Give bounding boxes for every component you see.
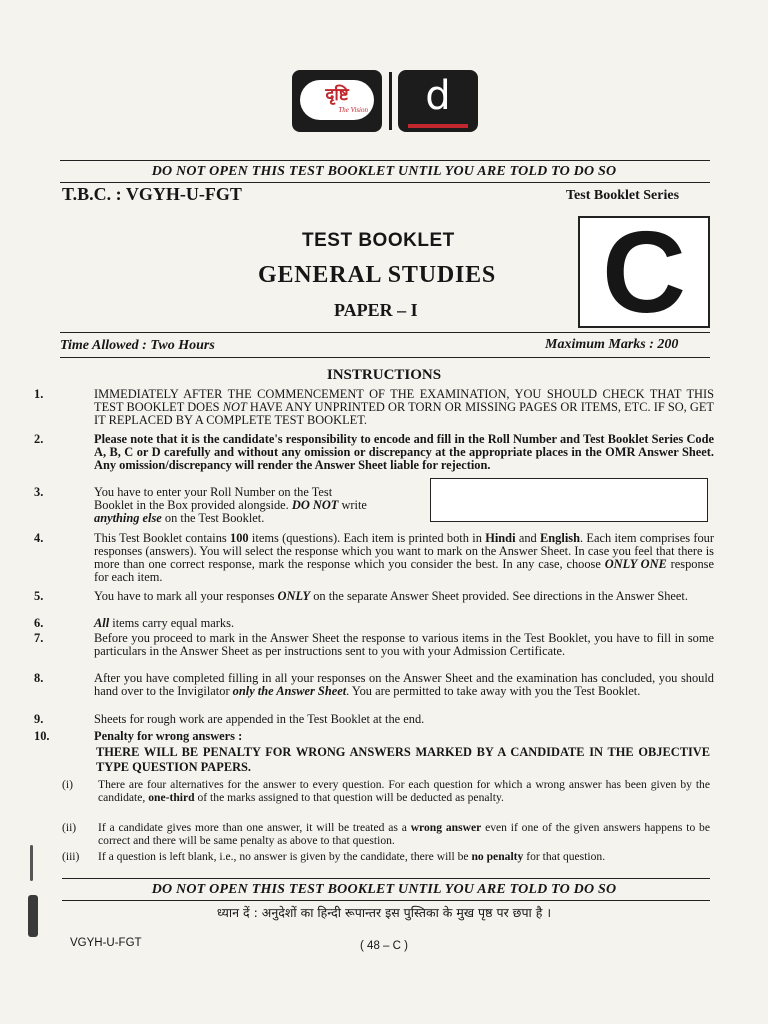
maximum-marks: Maximum Marks : 200: [545, 337, 679, 352]
instruction-number: 7.: [34, 631, 44, 645]
penalty-text: [98, 850, 710, 863]
text-run: Please note that it is the candidate's responsibility to encode and fill in the Roll Number and Test Booklet Series Code A, B, C or D carefully and without any omission or discrepancy at the appropriate places in the OMR Answer Sheet. Any omission/discrepancy will render the Answer Sheet liable for rejection.: [94, 432, 714, 472]
penalty-number: (ii): [62, 821, 77, 834]
divider: [60, 160, 710, 161]
text-run: Penalty for wrong answers :: [94, 729, 243, 743]
instruction-text: [94, 730, 714, 743]
penalty-text: [98, 821, 710, 847]
text-run: Hindi: [485, 531, 516, 545]
text-run: write: [338, 498, 367, 512]
scan-mark: [28, 895, 38, 937]
instruction-number: 3.: [34, 485, 44, 499]
text-run: on the Test Booklet.: [161, 511, 265, 525]
instruction-text: [94, 433, 714, 472]
scan-mark: [30, 845, 33, 881]
tbc-code: T.B.C. : VGYH-U-FGT: [62, 184, 242, 204]
text-run: You have to mark all your responses: [94, 589, 278, 603]
page-number: ( 48 – C ): [360, 940, 408, 952]
instruction-text: [94, 590, 714, 603]
instruction-text: [94, 713, 714, 726]
series-code-box: [578, 207, 710, 337]
bottom-warning: DO NOT OPEN THIS TEST BOOKLET UNTIL YOU ARE TOLD TO DO SO: [151, 882, 617, 897]
text-run: Before you proceed to mark in the Answer Sheet the response to various items in the Test Booklet, you have to fill in some particulars in the Answer Sheet as per instructions sent to you with your Admission Certificate.: [94, 631, 714, 658]
text-run: This Test Booklet contains: [94, 531, 231, 545]
text-run: response for each item.: [94, 557, 714, 584]
drishti-logo: [292, 70, 478, 132]
text-run: All: [94, 616, 110, 630]
drishti-logo-mark: [292, 70, 382, 132]
text-run: NOT: [222, 400, 247, 414]
instruction-text: [94, 486, 374, 525]
text-run: . Each item comprises four responses (answers). You will select the response which you want to mark on the Answer Sheet. In case you feel that there is more than one correct response, mark the response which you consider the best. In any case, choose: [94, 531, 714, 571]
penalty-number: (i): [62, 778, 73, 791]
divider: [60, 182, 710, 183]
instructions-heading: INSTRUCTIONS: [326, 367, 442, 383]
instruction-number: 4.: [34, 531, 44, 545]
text-run: of the marks assigned to that question will be deducted as penalty.: [194, 791, 504, 804]
text-run: for that question.: [523, 850, 606, 863]
text-run: If a candidate gives more than one answer, it will be treated as a: [98, 821, 411, 834]
text-run: 100: [230, 531, 249, 545]
instruction-number: 9.: [34, 712, 44, 726]
series-label: Test Booklet Series: [566, 188, 680, 203]
text-run: After you have completed filling in all your responses on the Answer Sheet and the examination has concluded, you should hand over to the Invigilator: [94, 671, 714, 698]
top-warning: DO NOT OPEN THIS TEST BOOKLET UNTIL YOU ARE TOLD TO DO SO: [151, 164, 617, 179]
roll-number-box[interactable]: [430, 478, 708, 522]
text-run: wrong answer: [410, 821, 482, 834]
text-run: one-third: [148, 791, 195, 804]
text-run: . You are permitted to take away with you the Test Booklet.: [346, 684, 641, 698]
instruction-number: 5.: [34, 589, 44, 603]
text-run: IMMEDIATELY AFTER THE COMMENCEMENT OF THE EXAMINATION, YOU SHOULD CHECK THAT THIS TEST BOOKLET DOES: [94, 387, 714, 414]
instruction-text: [94, 672, 714, 698]
text-run: ONLY: [277, 589, 311, 603]
instruction-text: [94, 532, 714, 584]
logo-hindi-text: दृष्टि: [325, 85, 349, 105]
text-run: anything else: [94, 511, 162, 525]
instruction-number: 10.: [34, 729, 50, 743]
text-run: and: [515, 531, 541, 545]
text-run: items (questions). Each item is printed both in: [248, 531, 486, 545]
text-run: Sheets for rough work are appended in the Test Booklet at the end.: [94, 712, 425, 726]
penalty-heading: THERE WILL BE PENALTY FOR WRONG ANSWERS MARKED BY A CANDIDATE IN THE OBJECTIVE TYPE QUESTION PAPERS.: [96, 745, 710, 774]
text-run: You have to enter your Roll Number on the Test Booklet in the Box provided alongside.: [94, 485, 333, 512]
instruction-text: [94, 388, 714, 427]
penalty-number: (iii): [62, 850, 80, 863]
series-letter: C: [602, 207, 686, 337]
text-run: even if one of the given answers happens to be correct and there will be same penalty as above to that question.: [98, 821, 710, 847]
text-run: ONLY ONE: [604, 557, 667, 571]
logo-letter: d: [425, 73, 451, 119]
d-logo-icon: [398, 70, 478, 132]
instruction-number: 6.: [34, 616, 44, 630]
divider: [60, 357, 710, 358]
text-run: DO NOT: [291, 498, 339, 512]
instruction-text: [94, 617, 714, 630]
instruction-text: [94, 632, 714, 658]
time-allowed: Time Allowed : Two Hours: [60, 338, 215, 353]
divider: [62, 900, 710, 901]
instruction-number: 1.: [34, 387, 44, 401]
text-run: There are four alternatives for the answer to every question. For each question for which a wrong answer has been given by the candidate,: [98, 778, 710, 804]
footer-code: VGYH-U-FGT: [70, 937, 142, 949]
divider: [60, 332, 710, 333]
instruction-number: 8.: [34, 671, 44, 685]
text-run: HAVE ANY UNPRINTED OR TORN OR MISSING PAGES OR ITEMS, ETC. IF SO, GET IT REPLACED BY A COMPLETE TEST BOOKLET.: [94, 400, 714, 427]
penalty-text: [98, 778, 710, 804]
text-run: English: [540, 531, 580, 545]
divider: [62, 878, 710, 879]
logo-tagline: The Vision: [338, 106, 368, 114]
logo-divider: [389, 72, 392, 130]
text-run: on the separate Answer Sheet provided. See directions in the Answer Sheet.: [310, 589, 688, 603]
text-run: no penalty: [471, 850, 524, 863]
text-run: If a question is left blank, i.e., no answer is given by the candidate, there will be: [98, 850, 472, 863]
text-run: only the Answer Sheet: [232, 684, 347, 698]
hindi-note: ध्यान दें : अनुदेशों का हिन्दी रूपान्तर इस पुस्तिका के मुख पृष्ठ पर छपा है ।: [216, 905, 552, 920]
instruction-number: 2.: [34, 432, 44, 446]
text-run: items carry equal marks.: [109, 616, 235, 630]
subject-title: GENERAL STUDIES: [258, 262, 497, 288]
paper-number: PAPER – I: [334, 300, 418, 320]
booklet-title: TEST BOOKLET: [302, 230, 455, 251]
